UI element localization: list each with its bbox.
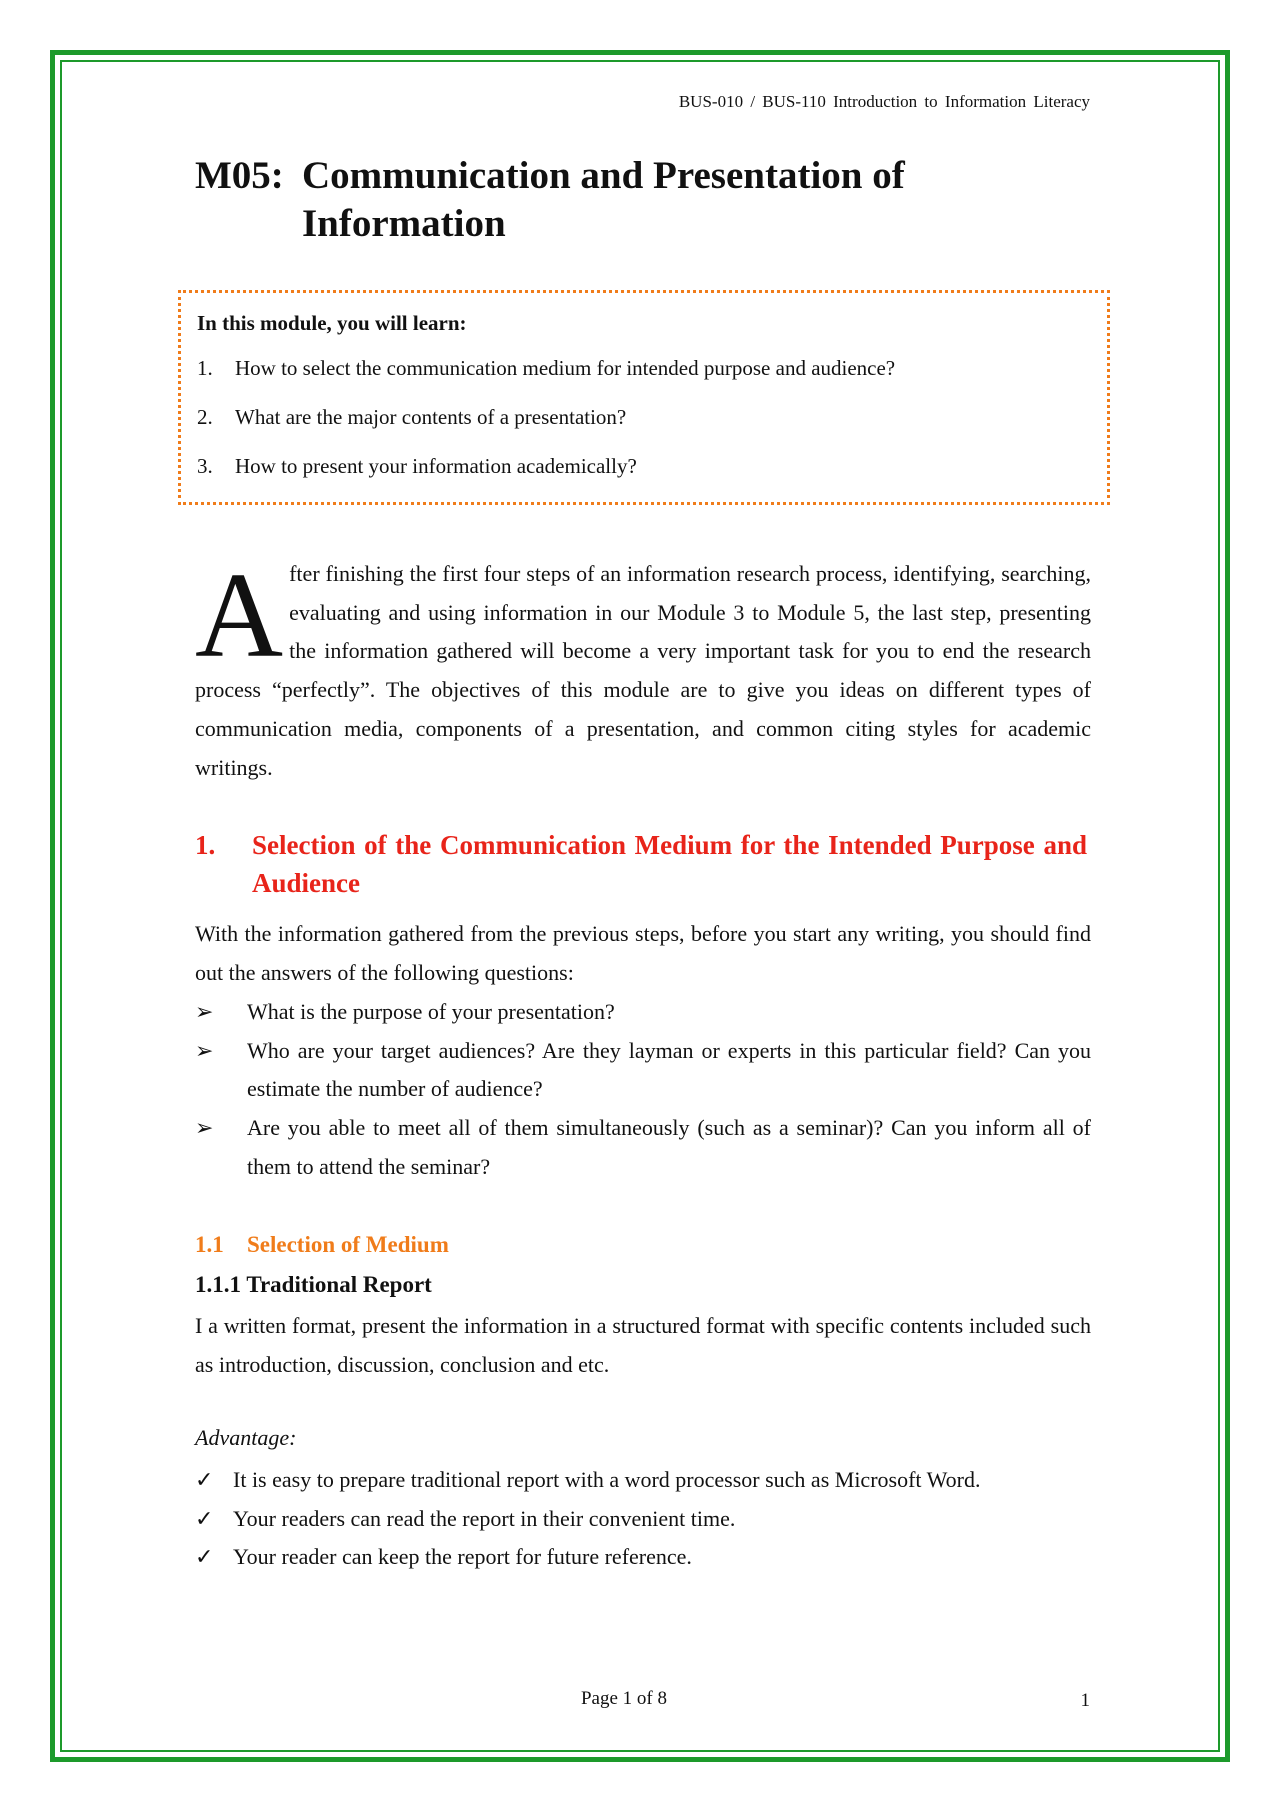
learning-objective-item [197, 405, 1107, 454]
learning-objectives-box [178, 290, 1110, 505]
learning-objective-item [197, 454, 1107, 503]
module-number: M05: [195, 154, 284, 197]
page-title [195, 152, 1095, 248]
advantage-list [195, 1461, 1091, 1577]
arrow-bullet-icon: ➢ [195, 1115, 214, 1141]
sub-subsection-heading: 1.1.1 Traditional Report [195, 1272, 432, 1297]
arrow-bullet-icon: ➢ [195, 1037, 214, 1063]
section-number: 1. [195, 830, 216, 860]
objective-number: 2. [197, 405, 213, 429]
list-item [195, 1109, 1091, 1186]
list-item [195, 993, 1091, 1032]
list-item [195, 1461, 1091, 1500]
arrow-bullet-icon: ➢ [195, 999, 214, 1024]
advantage-text: Your reader can keep the report for future reference. [233, 1544, 692, 1570]
objective-text: How to present your information academically? [235, 454, 637, 478]
subsection-title: Selection of Medium [247, 1232, 449, 1257]
intro-paragraph [195, 548, 1091, 787]
list-item [195, 1500, 1091, 1539]
advantage-label: Advantage: [195, 1425, 297, 1450]
section-intro-paragraph: With the information gathered from the previous steps, before you start any writing, you should find out the answers of the following questions: [195, 921, 1091, 985]
subsection-number: 1.1 [195, 1232, 224, 1257]
learning-objectives-heading: In this module, you will learn: [197, 311, 467, 335]
check-icon: ✓ [195, 1467, 214, 1492]
question-text: Who are your target audiences? Are they layman or experts in this particular field? Can you estimate the number of audience? [247, 1037, 1091, 1102]
learning-objective-item [197, 356, 1107, 405]
section-title: Selection of the Communication Medium for the Intended Purpose and Audience [252, 830, 1087, 898]
question-text: Are you able to meet all of them simultaneously (such as a seminar)? Can you inform all of them to attend the seminar? [247, 1115, 1091, 1179]
objective-number: 1. [197, 356, 213, 380]
objective-text: How to select the communication medium for intended purpose and audience? [235, 356, 896, 380]
question-list [195, 993, 1091, 1187]
objective-number: 3. [197, 454, 213, 478]
page-footer: Page 1 of 8 [580, 1688, 667, 1709]
advantage-text: Your readers can read the report in their convenient time. [233, 1505, 736, 1531]
subsection-heading [195, 1232, 449, 1258]
module-title: Communication and Presentation of Information [302, 154, 905, 245]
section-heading-1 [195, 826, 1091, 902]
drop-cap: A [195, 548, 284, 683]
intro-paragraph-text: fter finishing the first four steps of an information research process, identifying, searching, evaluating and using information in our Module 3 to Module 5, the last step, presenting the information gathered will become a very important task for you to end the research process “perfectly”. The objectives of this module are to give you ideas on different types of communication media, components of a presentation, and common citing styles for academic writings. [195, 561, 1091, 780]
advantage-text: It is easy to prepare traditional report with a word processor such as Microsoft Word. [233, 1467, 981, 1492]
check-icon: ✓ [195, 1544, 214, 1570]
question-text: What is the purpose of your presentation? [247, 999, 615, 1024]
report-description: I a written format, present the information in a structured format with specific contents included such as introduction, discussion, conclusion and etc. [195, 1313, 1091, 1377]
running-header: BUS-010 / BUS-110 Introduction to Information Literacy [678, 92, 1090, 111]
page-number: 1 [1080, 1690, 1090, 1711]
check-icon: ✓ [195, 1505, 214, 1531]
objective-text: What are the major contents of a presentation? [235, 405, 627, 429]
list-item [195, 1538, 1091, 1577]
list-item [195, 1032, 1091, 1109]
